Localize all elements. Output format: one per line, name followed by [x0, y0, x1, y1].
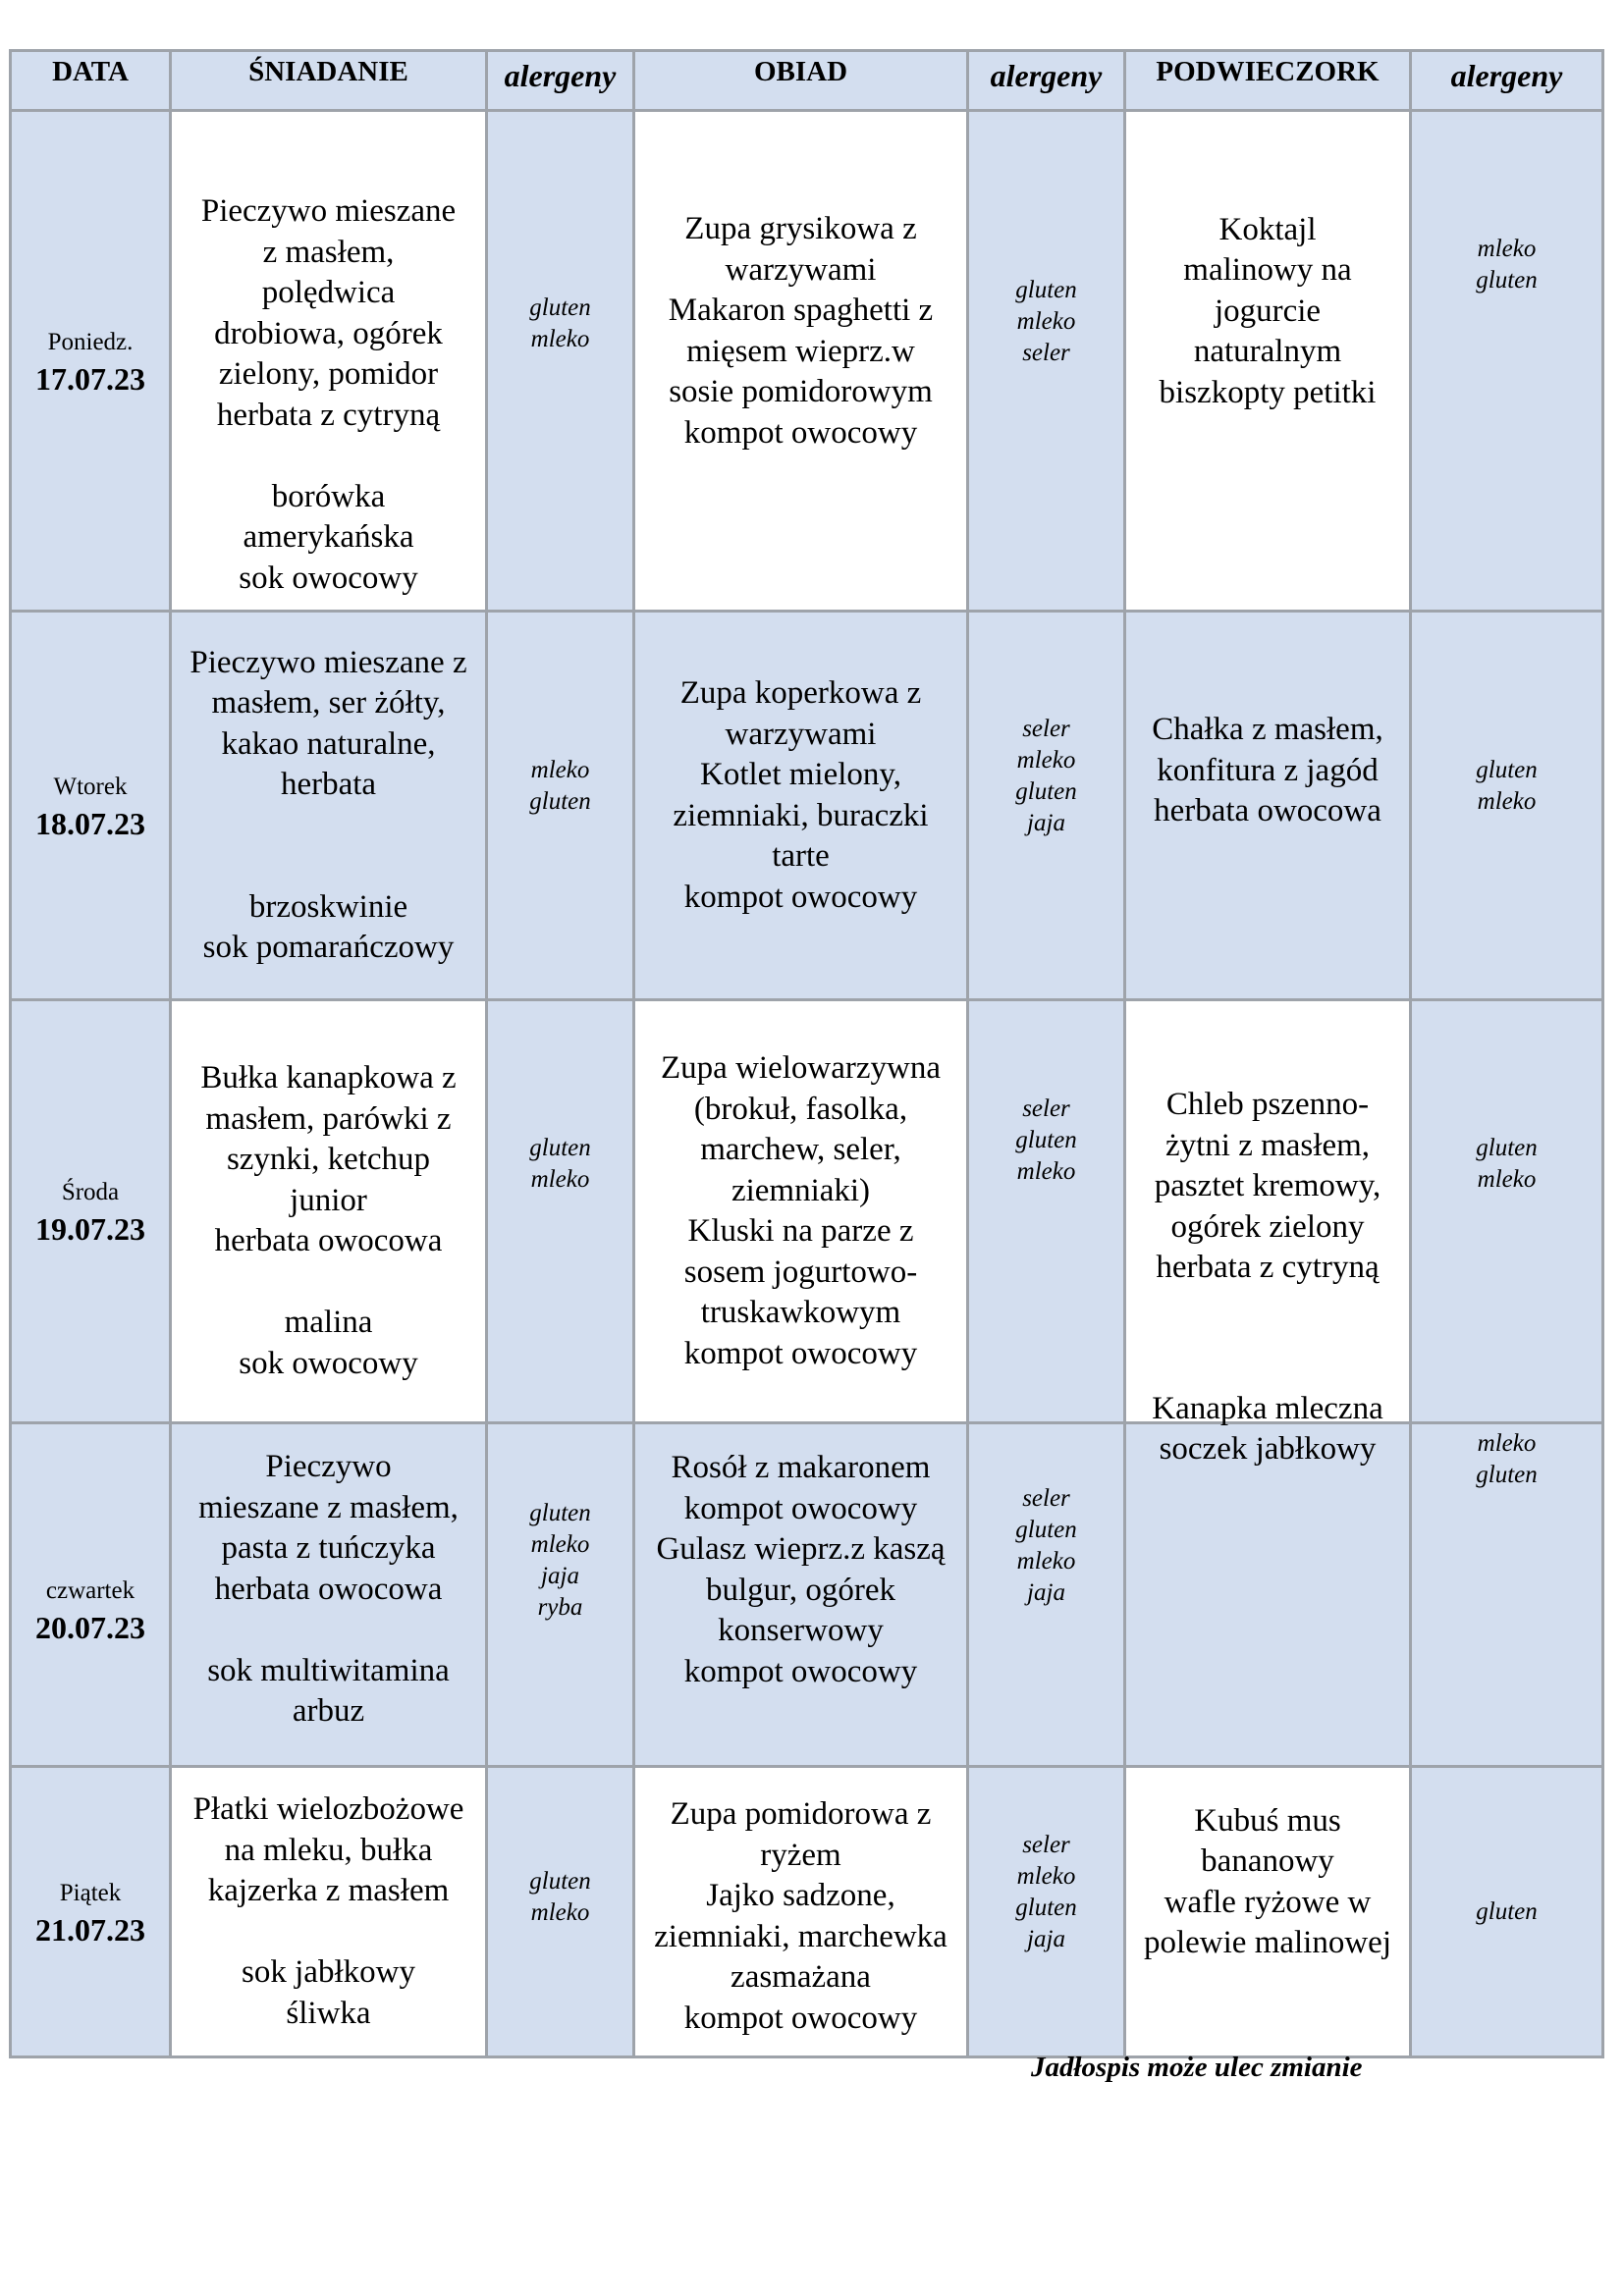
snack-allergens-cell: mleko gluten: [1411, 1423, 1603, 1767]
menu-table: [9, 49, 1604, 2058]
header-allergens-snack: alergeny: [1411, 51, 1603, 111]
lunch-cell: Rosół z makaronem kompot owocowy Gulasz wieprz.z kaszą bulgur, ogórek konserwowy kompot owocowy: [634, 1423, 968, 1767]
day-date: 21.07.23: [35, 1911, 145, 1948]
lunch-allergens-cell: seler mleko gluten jaja: [968, 1767, 1125, 2057]
day-date: 17.07.23: [35, 360, 145, 397]
lunch-allergens-cell: seler gluten mleko: [968, 1000, 1125, 1423]
header-breakfast: ŚNIADANIE: [171, 51, 487, 111]
lunch-allergens-cell: seler mleko gluten jaja: [968, 612, 1125, 1000]
date-cell: [11, 612, 171, 1000]
date-cell: [11, 1423, 171, 1767]
snack-allergens-cell: gluten mleko: [1411, 612, 1603, 1000]
snack-allergens-cell: gluten mleko: [1411, 1000, 1603, 1423]
lunch-allergens-cell: seler gluten mleko jaja: [968, 1423, 1125, 1767]
day-name: Wtorek: [53, 773, 128, 800]
snack-cell: Kubuś mus bananowy wafle ryżowe w polewie malinowej: [1125, 1767, 1411, 2057]
lunch-allergens-cell: gluten mleko seler: [968, 111, 1125, 612]
footer-note: Jadłospis może ulec zmianie: [1031, 2052, 1363, 2083]
lunch-cell: Zupa wielowarzywna (brokuł, fasolka, marchew, seler, ziemniaki) Kluski na parze z sosem jogurtowo- truskawkowym kompot owocowy: [634, 1000, 968, 1423]
snack-cell: Chleb pszenno- żytni z masłem, pasztet kremowy, ogórek zielony herbata z cytryną: [1125, 1000, 1411, 1423]
breakfast-cell: Pieczywo mieszane z masłem, ser żółty, kakao naturalne, herbata brzoskwinie sok pomarańczowy: [171, 612, 487, 1000]
breakfast-cell: Pieczywo mieszane z masłem, polędwica drobiowa, ogórek zielony, pomidor herbata z cytryną borówka amerykańska sok owocowy: [171, 111, 487, 612]
day-row-tuesday: [11, 612, 1603, 1000]
snack-cell: Kanapka mleczna soczek jabłkowy: [1125, 1423, 1411, 1767]
date-cell: [11, 1000, 171, 1423]
header-row: [11, 51, 1603, 111]
date-cell: [11, 111, 171, 612]
lunch-cell: Zupa grysikowa z warzywami Makaron spaghetti z mięsem wieprz.w sosie pomidorowym kompot owocowy: [634, 111, 968, 612]
breakfast-cell: Płatki wielozbożowe na mleku, bułka kajzerka z masłem sok jabłkowy śliwka: [171, 1767, 487, 2057]
breakfast-allergens-cell: gluten mleko: [487, 1000, 634, 1423]
snack-allergens-cell: mleko gluten: [1411, 111, 1603, 612]
header-allergens-breakfast: alergeny: [487, 51, 634, 111]
day-date: 19.07.23: [35, 1211, 145, 1247]
day-row-wednesday: [11, 1000, 1603, 1423]
snack-cell: Koktajl malinowy na jogurcie naturalnym biszkopty petitki: [1125, 111, 1411, 612]
day-name: Piątek: [59, 1879, 122, 1906]
day-row-friday: [11, 1767, 1603, 2057]
snack-allergens-cell: gluten: [1411, 1767, 1603, 2057]
day-row-thursday: [11, 1423, 1603, 1767]
day-name: Poniedz.: [47, 328, 134, 355]
breakfast-allergens-cell: gluten mleko jaja ryba: [487, 1423, 634, 1767]
day-date: 20.07.23: [35, 1609, 145, 1645]
day-name: czwartek: [45, 1576, 135, 1604]
day-name: Środa: [61, 1179, 120, 1205]
breakfast-allergens-cell: gluten mleko: [487, 111, 634, 612]
date-cell: [11, 1767, 171, 2057]
breakfast-cell: Bułka kanapkowa z masłem, parówki z szynki, ketchup junior herbata owocowa malina sok owocowy: [171, 1000, 487, 1423]
header-snack: PODWIECZORK: [1125, 51, 1411, 111]
lunch-cell: Zupa koperkowa z warzywami Kotlet mielony, ziemniaki, buraczki tarte kompot owocowy: [634, 612, 968, 1000]
breakfast-cell: Pieczywo mieszane z masłem, pasta z tuńczyka herbata owocowa sok multiwitamina arbuz: [171, 1423, 487, 1767]
day-date: 18.07.23: [35, 805, 145, 841]
header-lunch: OBIAD: [634, 51, 968, 111]
breakfast-allergens-cell: mleko gluten: [487, 612, 634, 1000]
header-date: DATA: [11, 51, 171, 111]
snack-cell: Chałka z masłem, konfitura z jagód herbata owocowa: [1125, 612, 1411, 1000]
lunch-cell: Zupa pomidorowa z ryżem Jajko sadzone, ziemniaki, marchewka zasmażana kompot owocowy: [634, 1767, 968, 2057]
header-allergens-lunch: alergeny: [968, 51, 1125, 111]
breakfast-allergens-cell: gluten mleko: [487, 1767, 634, 2057]
day-row-monday: [11, 111, 1603, 612]
